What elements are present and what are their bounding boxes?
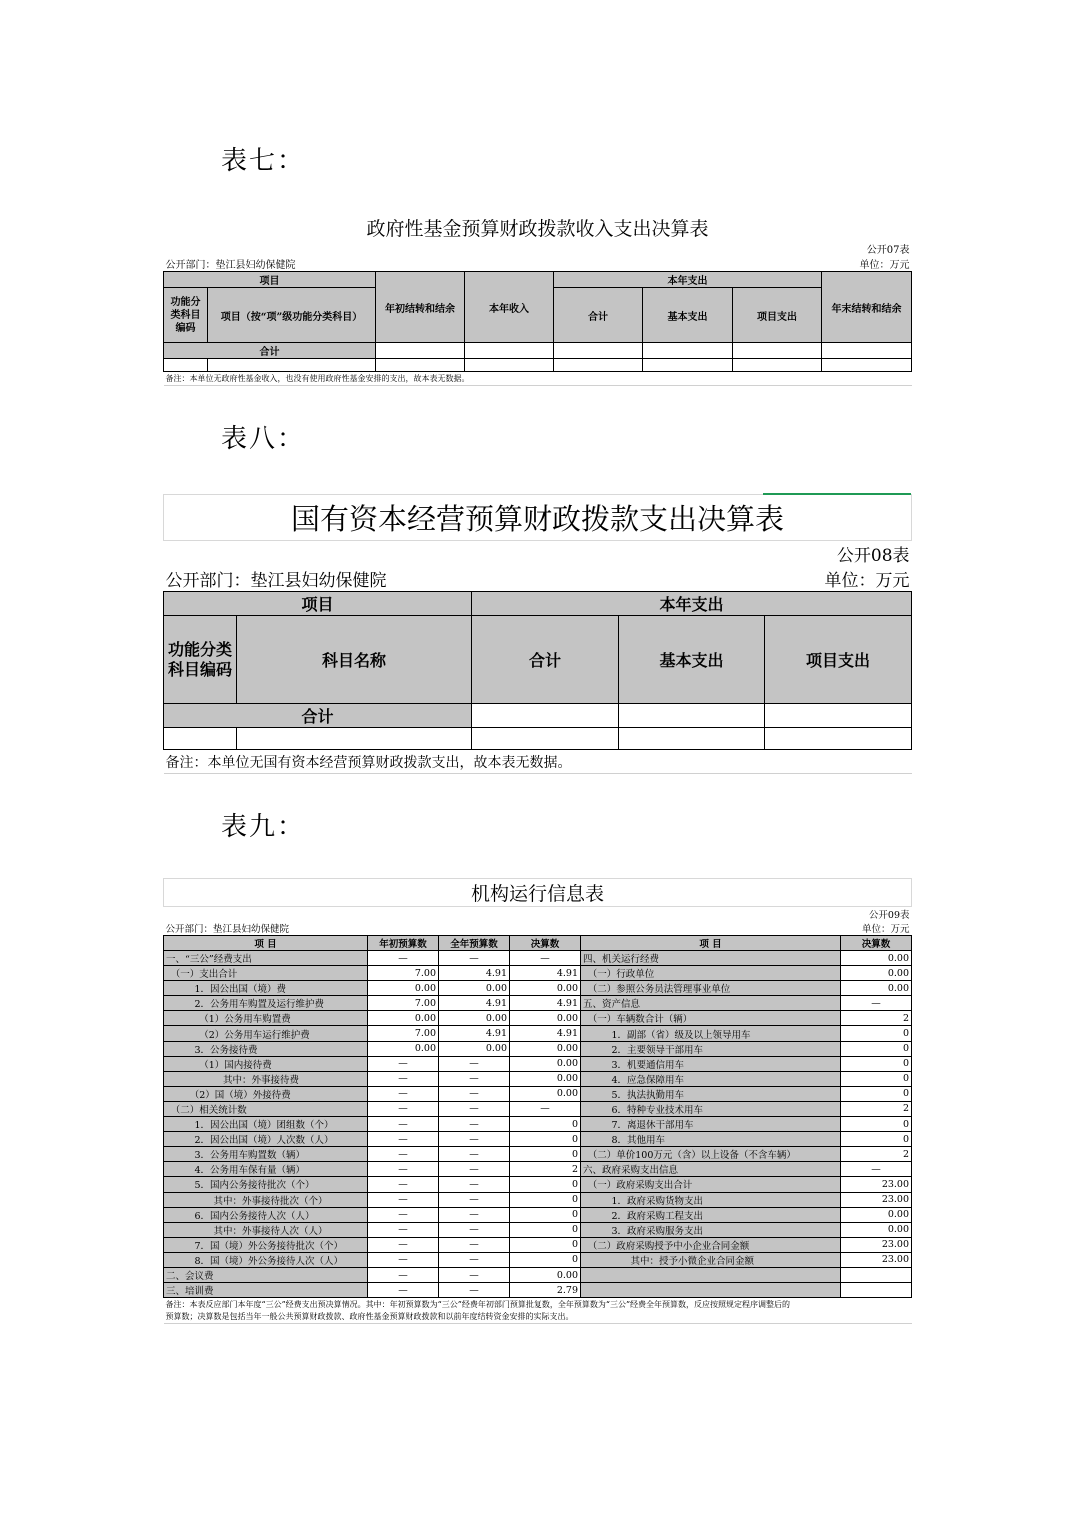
table9-note-line1: 备注：本表反应部门本年度“三公”经费支出预决算情况。其中：年初预算数为“三公”经费年初部门预算批复数，全年预算数为“三公”经费全年预算数，反应按照规定程序调整后的 — [165, 1299, 791, 1309]
table9-header-full-budget: 全年预算数 — [439, 936, 510, 951]
table7-header-begin-balance: 年初结转和结余 — [376, 272, 465, 343]
table9-final-value-right: 23.00 — [841, 1237, 912, 1252]
table9-final-value: 0 — [510, 1252, 581, 1267]
table8-header-code: 功能分类科目编码 — [164, 616, 237, 704]
table9-heading: 表九： — [221, 812, 306, 842]
table9-item-label-right: 5．执法执勤用车 — [581, 1086, 841, 1101]
table7-unit: 单位：万元 — [859, 260, 910, 271]
table9-item-label-right: 7．离退休干部用车 — [581, 1117, 841, 1132]
table9-item-label: 2．因公出国（境）人次数（人） — [164, 1132, 368, 1147]
table9-row — [164, 996, 912, 1011]
table9-final-value-right: 2 — [841, 1101, 912, 1116]
table9-row — [164, 1283, 912, 1298]
table9-final-value: 0.00 — [510, 1011, 581, 1026]
table9-item-label: （1）国内接待费 — [164, 1056, 368, 1071]
table8-sheet — [163, 494, 911, 774]
table9-full-budget-value: — — [439, 1086, 510, 1101]
table9-note-line2: 预算数；决算数是包括当年一般公共预算财政拨款、政府性基金预算财政拨款和以前年度结转资金安排的实际支出。 — [164, 1311, 912, 1324]
table9-initial-budget-value: — — [368, 1117, 439, 1132]
table9-final-value: 0 — [510, 1132, 581, 1147]
table9-final-value: — — [510, 1101, 581, 1116]
table9-row — [164, 981, 912, 996]
table9-item-label-right: 五、资产信息 — [581, 996, 841, 1011]
table9-initial-budget-value: — — [368, 1192, 439, 1207]
table9-full-budget-value: 0.00 — [439, 981, 510, 996]
table9-item-label-right: （一）行政单位 — [581, 966, 841, 981]
table7-header-end-balance: 年末结转和结余 — [822, 272, 912, 343]
table9-item-label: 5．国内公务接待批次（个） — [164, 1177, 368, 1192]
table9-item-label: 1．因公出国（境）团组数（个） — [164, 1117, 368, 1132]
table9-item-label: 4．公务用车保有量（辆） — [164, 1162, 368, 1177]
table9-initial-budget-value: — — [368, 1132, 439, 1147]
table9-item-label-right — [581, 1283, 841, 1298]
table9-final-value: 0.00 — [510, 1071, 581, 1086]
table9 — [163, 878, 912, 1324]
table9-initial-budget-value: — — [368, 1101, 439, 1116]
table9-header-item-right: 项 目 — [581, 936, 841, 951]
table9-item-label-right: 六、政府采购支出信息 — [581, 1162, 841, 1177]
table8-header-basic: 基本支出 — [619, 616, 765, 704]
table9-initial-budget-value: — — [368, 1056, 439, 1071]
table9-full-budget-value: — — [439, 1162, 510, 1177]
table9-row — [164, 1267, 912, 1282]
table9-full-budget-value: — — [439, 1252, 510, 1267]
table8-selection-marker — [763, 493, 911, 495]
table9-item-label-right: （二）政府采购授予中小企业合同金额 — [581, 1237, 841, 1252]
table9-item-label-right: 8．其他用车 — [581, 1132, 841, 1147]
table9-item-label: 6．国内公务接待人次（人） — [164, 1207, 368, 1222]
table9-row — [164, 1252, 912, 1267]
table9-final-value-right: — — [841, 1162, 912, 1177]
table9-row — [164, 1056, 912, 1071]
table7-department: 公开部门：垫江县妇幼保健院 — [165, 260, 296, 271]
table9-final-value-right — [841, 1267, 912, 1282]
table7-header-item: 项目 — [164, 272, 376, 288]
table9-item-label: 三、培训费 — [164, 1283, 368, 1298]
table9-item-label-right: 其中：授予小微企业合同金额 — [581, 1252, 841, 1267]
table9-initial-budget-value: — — [368, 1147, 439, 1162]
table9-row — [164, 1132, 912, 1147]
table9-final-value: 4.91 — [510, 996, 581, 1011]
table9-final-value: 0.00 — [510, 1086, 581, 1101]
table9-item-label-right: 1．政府采购货物支出 — [581, 1192, 841, 1207]
table9-final-value-right: — — [841, 996, 912, 1011]
table9-initial-budget-value: 0.00 — [368, 1041, 439, 1056]
table9-full-budget-value: — — [439, 951, 510, 966]
table9-item-label: 其中：外事接待批次（个） — [164, 1192, 368, 1207]
table9-full-budget-value: — — [439, 1237, 510, 1252]
table8-header-project: 项目支出 — [765, 616, 912, 704]
table9-final-value-right: 0 — [841, 1026, 912, 1041]
table9-item-label-right — [581, 1267, 841, 1282]
table7-header-basic: 基本支出 — [643, 288, 733, 343]
table9-header-initial-budget: 年初预算数 — [368, 936, 439, 951]
table9-item-label: （二）相关统计数 — [164, 1101, 368, 1116]
table9-initial-budget-value: — — [368, 951, 439, 966]
table9-final-value-right: 0.00 — [841, 1207, 912, 1222]
table9-item-label-right: （二）参照公务员法管理事业单位 — [581, 981, 841, 996]
table9-item-label: 1．因公出国（境）费 — [164, 981, 368, 996]
table9-item-label: （1）公务用车购置费 — [164, 1011, 368, 1026]
table9-item-label-right: 1．副部（省）级及以上领导用车 — [581, 1026, 841, 1041]
table7-code: 公开07表 — [866, 245, 910, 256]
table9-final-value: 2.79 — [510, 1283, 581, 1298]
table9-item-label: 8．国（境）外公务接待人次（人） — [164, 1252, 368, 1267]
table9-final-value-right: 2 — [841, 1011, 912, 1026]
table9-item-label-right: 2．政府采购工程支出 — [581, 1207, 841, 1222]
table7-note: 备注：本单位无政府性基金收入，也没有使用政府性基金安排的支出，故本表无数据。 — [164, 372, 912, 386]
table9-item-label: （一）支出合计 — [164, 966, 368, 981]
table9-item-label: 3．公务接待费 — [164, 1041, 368, 1056]
table7-sum-label: 合计 — [164, 343, 376, 359]
table9-row — [164, 1026, 912, 1041]
table9-final-value: 0.00 — [510, 981, 581, 996]
table9-final-value: 4.91 — [510, 1026, 581, 1041]
table9-initial-budget-value: — — [368, 1177, 439, 1192]
table9-unit: 单位：万元 — [862, 924, 910, 935]
table9-code: 公开09表 — [868, 910, 910, 921]
table9-item-label-right: （一）车辆数合计（辆） — [581, 1011, 841, 1026]
table9-full-budget-value: — — [439, 1147, 510, 1162]
table9-row — [164, 1177, 912, 1192]
table9-row — [164, 1041, 912, 1056]
table9-final-value: 0 — [510, 1222, 581, 1237]
table7-header-code: 功能分类科目编码 — [164, 288, 208, 343]
table9-item-label-right: （一）政府采购支出合计 — [581, 1177, 841, 1192]
table9-initial-budget-value: — — [368, 1222, 439, 1237]
table9-row — [164, 1011, 912, 1026]
table9-final-value-right: 23.00 — [841, 1192, 912, 1207]
table9-item-label-right: 6．特种专业技术用车 — [581, 1101, 841, 1116]
table9-final-value: 0 — [510, 1207, 581, 1222]
table9-row — [164, 1222, 912, 1237]
table9-initial-budget-value: — — [368, 1071, 439, 1086]
table9-row — [164, 1207, 912, 1222]
table9-title: 机构运行信息表 — [164, 879, 912, 907]
table9-final-value: 0 — [510, 1117, 581, 1132]
table9-full-budget-value: — — [439, 1101, 510, 1116]
table9-final-value-right: 0 — [841, 1071, 912, 1086]
table9-header-final-right: 决算数 — [841, 936, 912, 951]
table9-full-budget-value: — — [439, 1056, 510, 1071]
table9-row — [164, 951, 912, 966]
table9-initial-budget-value: 7.00 — [368, 1026, 439, 1041]
table9-item-label-right: 3．政府采购服务支出 — [581, 1222, 841, 1237]
table7-header-project: 项目支出 — [733, 288, 822, 343]
table9-row — [164, 966, 912, 981]
table9-final-value: 0.00 — [510, 1041, 581, 1056]
table9-initial-budget-value: — — [368, 1237, 439, 1252]
table9-full-budget-value: 4.91 — [439, 1026, 510, 1041]
table9-full-budget-value: — — [439, 1207, 510, 1222]
table8-header-spend: 本年支出 — [472, 592, 912, 616]
table7-header-name: 项目（按“项”级功能分类科目） — [208, 288, 376, 343]
table9-initial-budget-value: — — [368, 1252, 439, 1267]
table8-unit: 单位：万元 — [824, 571, 910, 591]
table9-item-label-right: 2．主要领导干部用车 — [581, 1041, 841, 1056]
table8-header-name: 科目名称 — [237, 616, 472, 704]
table9-final-value-right: 0.00 — [841, 1222, 912, 1237]
table9-final-value: 2 — [510, 1162, 581, 1177]
table9-full-budget-value: — — [439, 1283, 510, 1298]
table9-final-value-right: 0.00 — [841, 981, 912, 996]
table9-row — [164, 1101, 912, 1116]
table9-final-value-right: 0 — [841, 1117, 912, 1132]
table7-sheet — [163, 214, 911, 386]
table9-final-value-right: 0 — [841, 1056, 912, 1071]
table9-full-budget-value: — — [439, 1117, 510, 1132]
table9-item-label-right: （二）单价100万元（含）以上设备（不含车辆） — [581, 1147, 841, 1162]
table8-header-item: 项目 — [164, 592, 472, 616]
table9-initial-budget-value: — — [368, 1162, 439, 1177]
table9-full-budget-value: 4.91 — [439, 996, 510, 1011]
table8 — [163, 494, 912, 774]
table9-final-value: 0 — [510, 1147, 581, 1162]
table9-department: 公开部门：垫江县妇幼保健院 — [165, 924, 290, 935]
table8-title: 国有资本经营预算财政拨款支出决算表 — [164, 495, 912, 541]
table9-item-label: 二、会议费 — [164, 1267, 368, 1282]
table9-final-value-right: 2 — [841, 1147, 912, 1162]
table9-initial-budget-value: — — [368, 1267, 439, 1282]
table9-full-budget-value: — — [439, 1132, 510, 1147]
table9-item-label-right: 四、机关运行经费 — [581, 951, 841, 966]
table9-initial-budget-value: 7.00 — [368, 966, 439, 981]
table9-full-budget-value: 0.00 — [439, 1011, 510, 1026]
table9-item-label: 一、“三公”经费支出 — [164, 951, 368, 966]
table9-full-budget-value: — — [439, 1267, 510, 1282]
table9-final-value-right: 23.00 — [841, 1252, 912, 1267]
table9-initial-budget-value: — — [368, 1086, 439, 1101]
table8-note: 备注：本单位无国有资本经营预算财政拨款支出，故本表无数据。 — [164, 750, 912, 774]
table9-item-label: 其中：外事接待费 — [164, 1071, 368, 1086]
table9-full-budget-value: 4.91 — [439, 966, 510, 981]
table7-header-spend: 本年支出 — [554, 272, 822, 288]
table8-header-total: 合计 — [472, 616, 619, 704]
table9-final-value: — — [510, 951, 581, 966]
table9-final-value-right: 0 — [841, 1086, 912, 1101]
table9-full-budget-value: — — [439, 1177, 510, 1192]
table9-final-value-right: 0.00 — [841, 966, 912, 981]
table9-item-label: 2．公务用车购置及运行维护费 — [164, 996, 368, 1011]
table9-row — [164, 1162, 912, 1177]
table9-item-label-right: 3．机要通信用车 — [581, 1056, 841, 1071]
table7-heading: 表七： — [221, 146, 306, 176]
table9-header-final: 决算数 — [510, 936, 581, 951]
table9-final-value-right: 23.00 — [841, 1177, 912, 1192]
table9-full-budget-value: 0.00 — [439, 1041, 510, 1056]
table9-initial-budget-value: 0.00 — [368, 1011, 439, 1026]
table9-final-value-right: 0 — [841, 1132, 912, 1147]
table7-header-income: 本年收入 — [465, 272, 554, 343]
table9-final-value-right: 0 — [841, 1041, 912, 1056]
table9-row — [164, 1117, 912, 1132]
table9-final-value: 0.00 — [510, 1267, 581, 1282]
table9-final-value: 0.00 — [510, 1056, 581, 1071]
table8-department: 公开部门：垫江县妇幼保健院 — [165, 571, 387, 591]
table9-row — [164, 1237, 912, 1252]
table9-row — [164, 1192, 912, 1207]
table7-title: 政府性基金预算财政拨款收入支出决算表 — [366, 218, 709, 240]
table7 — [163, 214, 912, 386]
table8-sum-label: 合计 — [164, 704, 472, 728]
table9-sheet — [163, 878, 911, 1324]
table9-item-label: （2）公务用车运行维护费 — [164, 1026, 368, 1041]
table9-row — [164, 1086, 912, 1101]
table9-initial-budget-value: — — [368, 1207, 439, 1222]
table8-heading: 表八： — [221, 424, 306, 454]
table9-final-value: 4.91 — [510, 966, 581, 981]
table9-initial-budget-value: 7.00 — [368, 996, 439, 1011]
table9-item-label: （2）国（境）外接待费 — [164, 1086, 368, 1101]
table9-final-value: 0 — [510, 1237, 581, 1252]
table9-item-label: 7．国（境）外公务接待批次（个） — [164, 1237, 368, 1252]
table8-code: 公开08表 — [836, 546, 910, 566]
table9-header-item: 项 目 — [164, 936, 368, 951]
table9-item-label-right: 4．应急保障用车 — [581, 1071, 841, 1086]
table9-item-label: 其中：外事接待人次（人） — [164, 1222, 368, 1237]
table9-item-label: 3．公务用车购置数（辆） — [164, 1147, 368, 1162]
table9-full-budget-value: — — [439, 1222, 510, 1237]
table9-final-value: 0 — [510, 1177, 581, 1192]
table9-final-value: 0 — [510, 1192, 581, 1207]
table9-initial-budget-value: 0.00 — [368, 981, 439, 996]
table9-full-budget-value: — — [439, 1192, 510, 1207]
table9-row — [164, 1071, 912, 1086]
table9-initial-budget-value: — — [368, 1283, 439, 1298]
table9-full-budget-value: — — [439, 1071, 510, 1086]
table9-final-value-right: 0.00 — [841, 951, 912, 966]
table9-final-value-right — [841, 1283, 912, 1298]
table7-header-total: 合计 — [554, 288, 643, 343]
table9-body — [164, 951, 912, 1298]
table9-row — [164, 1147, 912, 1162]
